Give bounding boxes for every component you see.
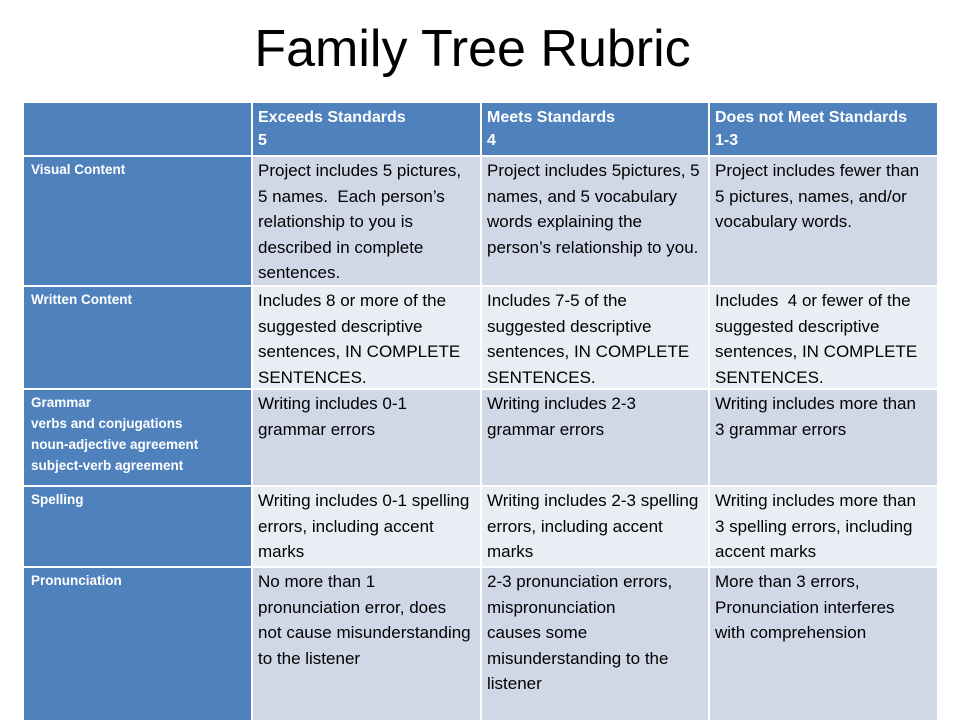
cell-spelling-meets: Writing includes 2-3 spelling errors, including accent marks [482,487,708,566]
column-score: 4 [487,132,496,149]
cell-visual-content-meets: Project includes 5pictures, 5 names, and 5 vocabulary words explaining the person’s relationship to you. [482,157,708,285]
criterion-label: Written Content [31,292,132,307]
column-header-exceeds-standards [253,103,480,155]
criterion-label: Pronunciation [31,573,122,588]
column-header-does-not-meet-standards [710,103,937,155]
column-score: 5 [258,132,267,149]
cell-pronunciation-meets: 2-3 pronunciation errors, mispronunciation causes some misunderstanding to the listener [482,568,708,720]
cell-pronunciation-exceeds: No more than 1 pronunciation error, does not cause misunderstanding to the listener [253,568,480,720]
criterion-spelling [24,487,251,566]
cell-grammar-exceeds: Writing includes 0-1 grammar errors [253,390,480,485]
column-label: Exceeds Standards [258,109,406,126]
criterion-subitem: noun-adjective agreement [31,437,199,452]
criterion-label: Spelling [31,492,84,507]
cell-pronunciation-does-not-meet: More than 3 errors, Pronunciation interferes with comprehension [710,568,937,720]
cell-spelling-does-not-meet: Writing includes more than 3 spelling errors, including accent marks [710,487,937,566]
column-header-meets-standards [482,103,708,155]
criterion-subitem: subject-verb agreement [31,458,184,473]
cell-written-content-does-not-meet: Includes 4 or fewer of the suggested descriptive sentences, IN COMPLETE SENTENCES. [710,287,937,388]
cell-spelling-exceeds: Writing includes 0-1 spelling errors, including accent marks [253,487,480,566]
column-score: 1-3 [715,132,739,149]
criterion-label: Grammar [31,395,92,410]
rubric-table [24,103,937,720]
criterion-written-content [24,287,251,388]
criterion-visual-content [24,157,251,285]
cell-visual-content-does-not-meet: Project includes fewer than 5 pictures, names, and/or vocabulary words. [710,157,937,285]
cell-visual-content-exceeds: Project includes 5 pictures, 5 names. Each person’s relationship to you is described in complete sentences. [253,157,480,285]
criterion-grammar [24,390,251,485]
cell-written-content-meets: Includes 7-5 of the suggested descriptive sentences, IN COMPLETE SENTENCES. [482,287,708,388]
cell-grammar-does-not-meet: Writing includes more than 3 grammar errors [710,390,937,485]
header-corner-cell [24,103,251,155]
cell-written-content-exceeds: Includes 8 or more of the suggested descriptive sentences, IN COMPLETE SENTENCES. [253,287,480,388]
criterion-pronunciation [24,568,251,720]
criterion-subitem: verbs and conjugations [31,416,183,431]
criterion-label: Visual Content [31,162,126,177]
column-label: Does not Meet Standards [715,109,908,126]
cell-grammar-meets: Writing includes 2-3 grammar errors [482,390,708,485]
slide-title: Family Tree Rubric [254,20,691,78]
column-label: Meets Standards [487,109,616,126]
